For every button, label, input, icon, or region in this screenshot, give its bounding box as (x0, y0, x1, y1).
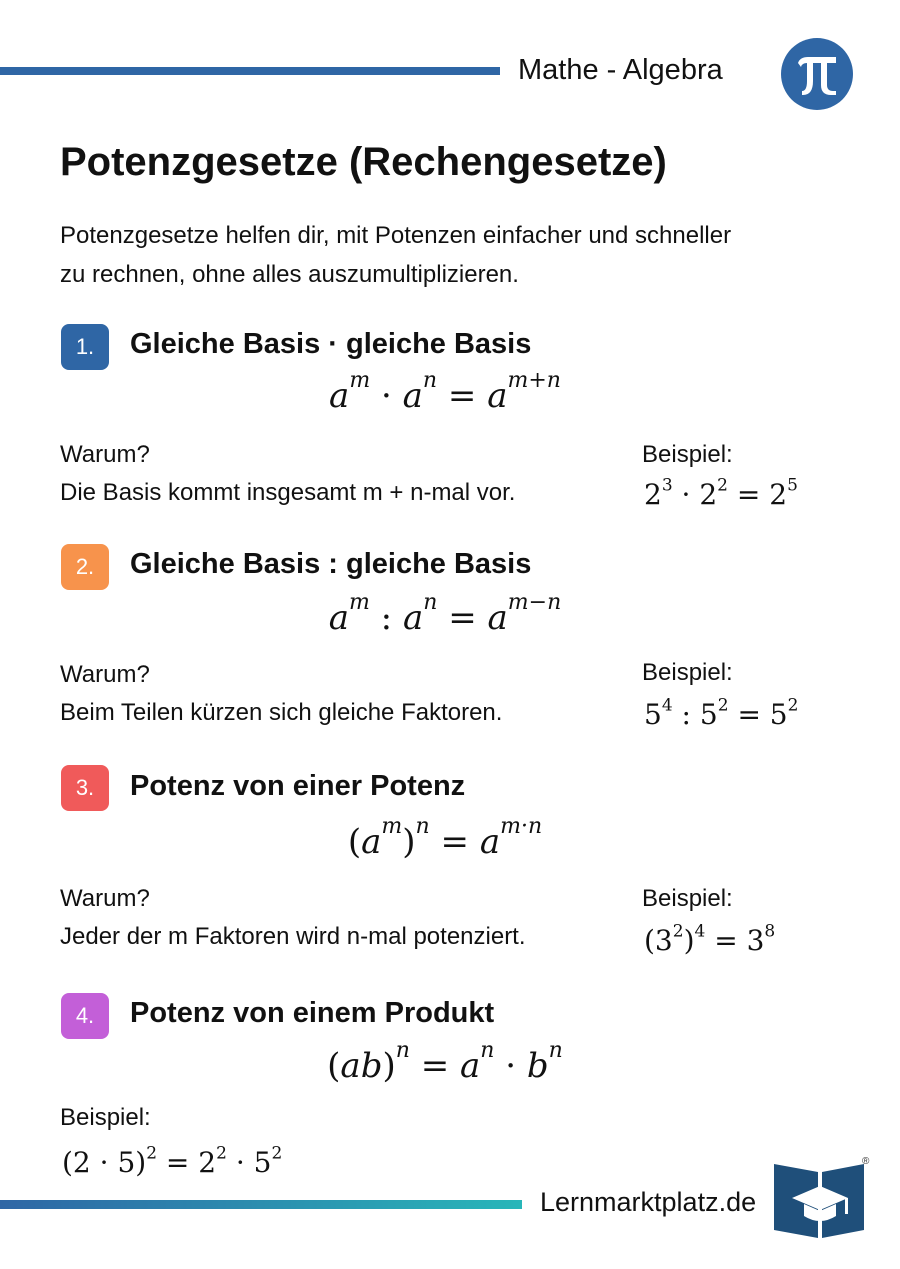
footer-brand: Lernmarktplatz.de (540, 1187, 757, 1217)
rule-explanation (60, 656, 502, 732)
rule-number-badge: 1. (61, 324, 109, 370)
rule-number-badge: 4. (61, 993, 109, 1039)
intro-text (60, 216, 840, 294)
rule-heading: Potenz von einer Potenz (130, 770, 466, 802)
example-formula: $2^3 \cdot 2^2 = 2^5$ (644, 475, 798, 511)
example-label: Beispiel: (60, 1104, 151, 1131)
example-formula: $5^4$ : $5^2 = 5^2$ (644, 695, 799, 731)
example-label: Beispiel: (642, 885, 733, 912)
header-accent-bar (0, 67, 500, 75)
rule-explanation (60, 436, 515, 512)
rule-heading: Potenz von einem Produkt (130, 997, 495, 1029)
rule-formula: $a^m$ : $a^n = a^{m-n}$ (328, 590, 562, 638)
subject-label: Mathe - Algebra (518, 54, 723, 86)
pi-icon (781, 38, 853, 110)
registered-mark: ® (862, 1156, 870, 1167)
rule-formula: $(a^m)^n = a^{m\cdot n}$ (347, 814, 543, 862)
why-text: Beim Teilen kürzen sich gleiche Faktoren. (60, 699, 503, 726)
intro-line: Potenzgesetze helfen dir, mit Potenzen einfacher und schneller (60, 222, 732, 249)
rule-heading: Gleiche Basis · gleiche Basis (130, 328, 532, 360)
intro-line: zu rechnen, ohne alles auszumultiplizieren. (60, 261, 519, 288)
why-label: Warum? (60, 885, 150, 912)
book-graduation-cap-icon (772, 1156, 870, 1242)
rule-number-badge: 2. (61, 544, 109, 590)
why-label: Warum? (60, 441, 150, 468)
footer-accent-bar (0, 1200, 522, 1209)
why-label: Warum? (60, 661, 150, 688)
example-formula: $(2 \cdot 5)^2 = 2^2 \cdot 5^2$ (62, 1143, 283, 1179)
example-label: Beispiel: (642, 659, 733, 686)
rule-formula: $(ab)^n = a^n \cdot b^n$ (327, 1038, 563, 1086)
rule-explanation (60, 880, 526, 956)
rule-formula: $a^m \cdot a^n = a^{m+n}$ (329, 368, 561, 416)
why-text: Jeder der m Faktoren wird n-mal potenziert. (60, 923, 526, 950)
page-title: Potenzgesetze (Rechengesetze) (60, 140, 667, 184)
rule-number-badge: 3. (61, 765, 109, 811)
why-text: Die Basis kommt insgesamt m + n-mal vor. (60, 479, 516, 506)
example-formula: $(3^2)^4 = 3^8$ (644, 921, 776, 957)
rule-heading: Gleiche Basis : gleiche Basis (130, 548, 532, 580)
example-label: Beispiel: (642, 441, 733, 468)
